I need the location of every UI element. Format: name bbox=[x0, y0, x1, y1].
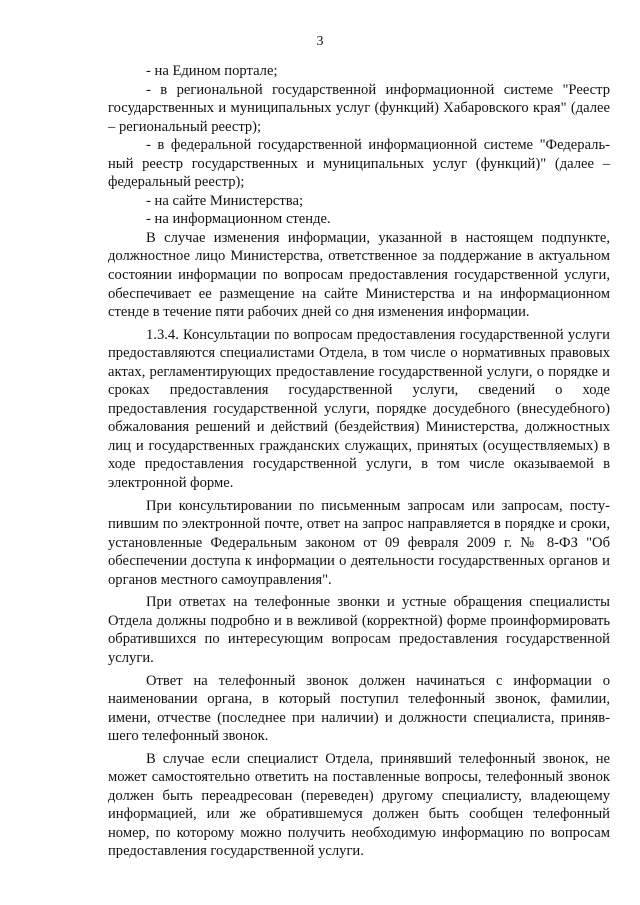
page-number: 3 bbox=[316, 34, 324, 49]
paragraph-section-1-3-4: 1.3.4. Консультации по вопросам предоставления государственной услуги предоставляются специалистами Отдела, в том числе о нормативных правовых актах, регламентирующих предоставление государственной услуги, о порядке и сроках предоставления государственной услуги, сведений о ходе предоставления государственной услуги, порядке досудебного (внесудебного) обжалования решений и действий (бездействия) Министерства, должностных лиц и государственных гражданских служащих, принятых (осуществляемых) в ходе предоставления государственной услуги, в том числе оказываемой в электронной форме. bbox=[108, 326, 610, 492]
paragraph-info-change: В случае изменения информации, указанной в настоящем подпункте, должностное лицо Министерства, ответственное за поддержание в актуальном состоянии информации по вопросам предоставления государственной услуги, обеспечивает ее размещение на сайте Министерства и на информационном стенде в течение пяти рабочих дней со дня изменения информации. bbox=[108, 229, 610, 321]
paragraph-written-requests: При консультировании по письменным запросам или запросам, поступившим по электронной почте, ответ на запрос направляется в порядке и сроки, установленные Федеральным законом от 09 февраля 2009 г. № 8-ФЗ "Об обеспечении доступа к информации о деятельности государственных органов и органов местного самоуправления". bbox=[108, 497, 610, 588]
document-body bbox=[108, 62, 610, 861]
paragraph-phone-answers: При ответах на телефонные звонки и устные обращения специалисты Отдела должны подробно и в вежливой (корректной) форме проинформировать обратившихся по интересующим вопросам предоставления государственной услуги. bbox=[108, 594, 610, 666]
paragraph-phone-greeting: Ответ на телефонный звонок должен начинаться с информации о наименовании органа, в который поступил телефонный звонок, фамилии, имени, отчестве (последнее при наличии) и должности специалиста, принявшего телефонный звонок. bbox=[108, 672, 610, 745]
paragraph-list-item-regional-registry: - в региональной государственной информационной системе "Реестр государственных и муниципальных услуг (функций) Хабаровского края" (далее – региональный реестр); bbox=[108, 81, 610, 135]
paragraph-list-item-federal-registry: - в федеральной государственной информационной системе "Федеральный реестр государственных и муниципальных услуг (функций)" (далее – федеральный реестр); bbox=[108, 137, 610, 191]
paragraph-list-item-portal: - на Едином портале; bbox=[146, 63, 278, 79]
paragraph-phone-redirect: В случае если специалист Отдела, принявший телефонный звонок, не может самостоятельно ответить на поставленные вопросы, телефонный звонок должен быть переадресован (переведен) другому специалисту, владеющему информацией, или же обратившемуся должен быть сообщен телефонный номер, по которому можно получить необходимую информацию по вопросам предоставления государственной услуги. bbox=[108, 750, 610, 860]
paragraph-list-item-ministry-site: - на сайте Министерства; bbox=[146, 192, 304, 209]
paragraph-list-item-info-stand: - на информационном стенде. bbox=[146, 211, 331, 228]
